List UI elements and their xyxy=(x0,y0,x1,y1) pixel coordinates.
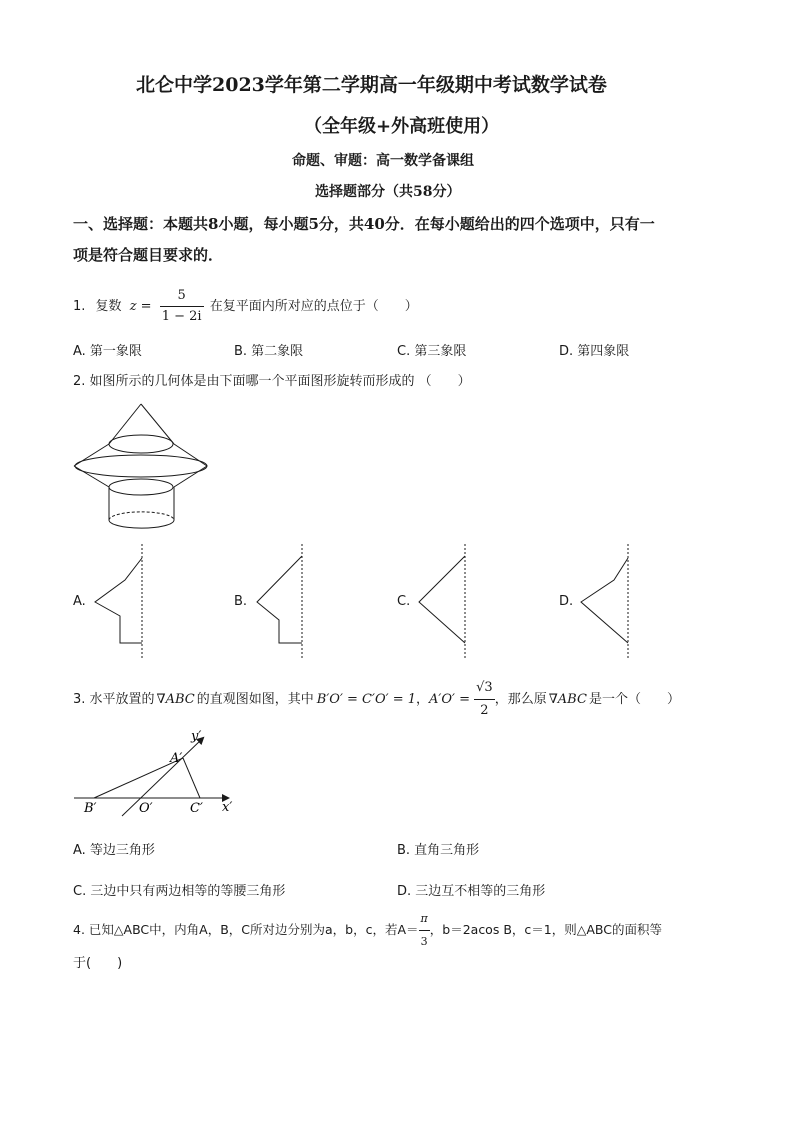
solid-figure xyxy=(70,400,215,530)
q3-post2: 是一个（ ） xyxy=(588,692,680,707)
q4-fraction xyxy=(419,908,430,953)
author-line: 命题、审题：高一数学备课组 xyxy=(292,153,474,169)
q3-option-a: A. 等边三角形 xyxy=(73,843,155,858)
q2-figure-b xyxy=(252,540,312,660)
q4-line2: 于( ) xyxy=(73,956,123,971)
q3-eq1: B′O′ = C′O′ = 1 xyxy=(316,692,416,707)
label-c-prime: C′ xyxy=(190,801,203,816)
page-subtitle: （全年级+外高班使用） xyxy=(304,116,500,137)
q4-frac-den: 3 xyxy=(420,935,428,948)
q3-option-d: D. 三边互不相等的三角形 xyxy=(397,884,546,899)
q4-post: ，b＝2acos B，c＝1，则△ABC的面积等 xyxy=(429,922,662,937)
q1-frac-num: 5 xyxy=(160,286,204,307)
page-title: 北仑中学2023学年第二学期高一年级期中考试数学试卷 xyxy=(136,74,607,96)
label-o-prime: O′ xyxy=(139,801,153,816)
q1-option-c: C. 第三象限 xyxy=(397,344,467,359)
section-heading-line2: 项是符合题目要求的． xyxy=(73,246,224,264)
q1-pre: 复数 xyxy=(95,299,122,314)
q3-option-c: C. 三边中只有两边相等的等腰三角形 xyxy=(73,884,286,899)
q3-frac-den: 2 xyxy=(480,703,489,718)
q3-oblique-figure xyxy=(70,728,245,818)
q3-comma: ， xyxy=(416,692,430,707)
label-y-prime: y′ xyxy=(191,729,202,744)
q3-mid: 的直观图如图，其中 xyxy=(196,692,314,707)
q4-frac-num: π xyxy=(419,908,430,931)
q3-option-b: B. 直角三角形 xyxy=(397,843,480,858)
q1-option-d: D. 第四象限 xyxy=(559,344,630,359)
q2-option-a: A. xyxy=(73,594,86,609)
q1-option-b: B. 第二象限 xyxy=(234,344,304,359)
q4-pre: 4. 已知△ABC中，内角A，B，C所对边分别为a，b，c，若A＝ xyxy=(73,922,419,937)
q3-tri-1: ∇ABC xyxy=(156,692,195,707)
q2-figure-d xyxy=(576,540,636,660)
q3-post1: ，那么原 xyxy=(494,692,547,707)
question-2-stem: 2. 如图所示的几何体是由下面哪一个平面图形旋转而形成的 （ ） xyxy=(73,374,471,389)
q1-option-a: A. 第一象限 xyxy=(73,344,142,359)
question-4-stem xyxy=(73,908,662,953)
q3-pre: 3. 水平放置的 xyxy=(73,692,155,707)
label-x-prime: x′ xyxy=(222,800,233,815)
q2-option-c: C. xyxy=(397,594,411,609)
q2-figure-a xyxy=(90,540,150,660)
q1-fraction xyxy=(160,286,204,327)
q2-option-b: B. xyxy=(234,594,248,609)
label-a-prime: A′ xyxy=(170,751,183,766)
q1-frac-den: 1 − 2i xyxy=(161,309,202,324)
q3-frac-num: √3 xyxy=(474,677,495,700)
q3-eq2: A′O′ = xyxy=(429,692,470,707)
q1-number: 1. xyxy=(73,299,86,314)
part-heading: 选择题部分（共58分） xyxy=(315,184,461,200)
q3-fraction xyxy=(474,677,495,722)
question-1 xyxy=(73,286,418,327)
section-heading-line1: 一、选择题：本题共8小题，每小题5分，共40分．在每小题给出的四个选项中，只有一 xyxy=(73,215,655,233)
q2-option-d: D. xyxy=(559,594,574,609)
question-3-stem xyxy=(73,677,680,722)
q3-tri-2: ∇ABC xyxy=(548,692,587,707)
q2-figure-c xyxy=(414,540,474,660)
q1-post: 在复平面内所对应的点位于（ ） xyxy=(209,299,418,314)
q1-z-eq: z = xyxy=(129,299,152,314)
label-b-prime: B′ xyxy=(84,801,97,816)
